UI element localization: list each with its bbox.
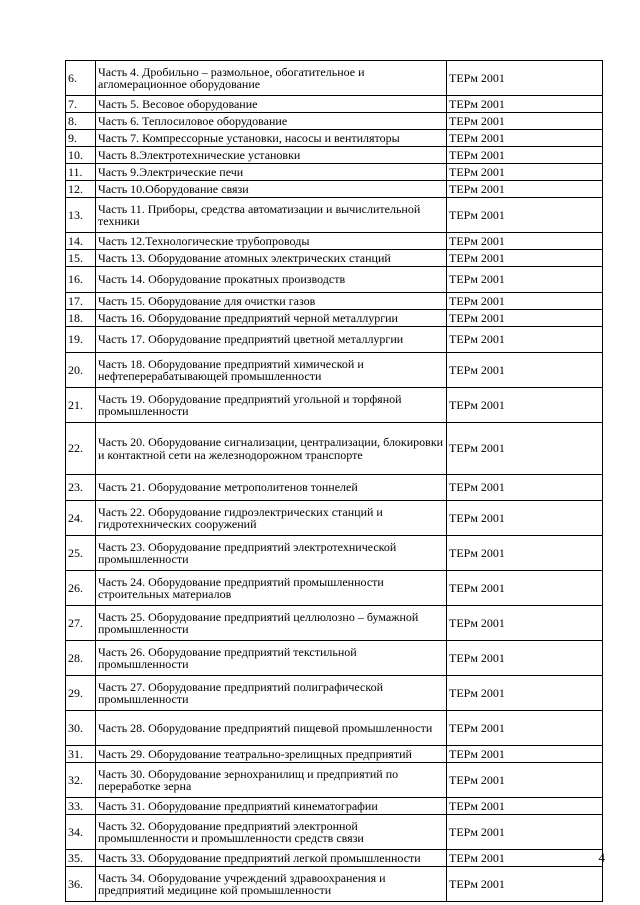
row-title: Часть 8.Электротехнические установки [96, 147, 447, 164]
table-row [66, 423, 603, 475]
row-number: 9. [66, 130, 96, 147]
row-code: ТЕРм 2001 [447, 61, 603, 96]
row-code: ТЕРм 2001 [447, 130, 603, 147]
row-number: 31. [66, 746, 96, 763]
row-code: ТЕРм 2001 [447, 147, 603, 164]
row-code: ТЕРм 2001 [447, 96, 603, 113]
row-number: 16. [66, 267, 96, 293]
table-row [66, 571, 603, 606]
row-code: ТЕРм 2001 [447, 746, 603, 763]
table-row [66, 61, 603, 96]
row-code: ТЕРм 2001 [447, 571, 603, 606]
row-code: ТЕРм 2001 [447, 164, 603, 181]
row-number: 6. [66, 61, 96, 96]
row-title: Часть 30. Оборудование зернохранилищ и предприятий по переработке зерна [96, 763, 447, 798]
row-number: 20. [66, 353, 96, 388]
row-title: Часть 27. Оборудование предприятий полиграфической промышленности [96, 676, 447, 711]
row-title: Часть 29. Оборудование театрально-зрелищных предприятий [96, 746, 447, 763]
row-title: Часть 33. Оборудование предприятий легкой промышленности [96, 850, 447, 867]
row-number: 36. [66, 867, 96, 902]
row-number: 25. [66, 536, 96, 571]
table-row [66, 676, 603, 711]
row-title: Часть 7. Компрессорные установки, насосы и вентиляторы [96, 130, 447, 147]
row-number: 11. [66, 164, 96, 181]
row-title: Часть 6. Теплосиловое оборудование [96, 113, 447, 130]
row-code: ТЕРм 2001 [447, 250, 603, 267]
row-number: 19. [66, 327, 96, 353]
table-row [66, 113, 603, 130]
table-row [66, 867, 603, 902]
table-row [66, 327, 603, 353]
table-row [66, 250, 603, 267]
row-code: ТЕРм 2001 [447, 310, 603, 327]
row-title: Часть 12.Технологические трубопроводы [96, 233, 447, 250]
table-row [66, 763, 603, 798]
row-title: Часть 13. Оборудование атомных электрических станций [96, 250, 447, 267]
row-title: Часть 4. Дробильно – размольное, обогатительное и агломерационное оборудование [96, 61, 447, 96]
table-row [66, 233, 603, 250]
row-number: 8. [66, 113, 96, 130]
row-title: Часть 5. Весовое оборудование [96, 96, 447, 113]
row-code: ТЕРм 2001 [447, 327, 603, 353]
row-number: 14. [66, 233, 96, 250]
row-code: ТЕРм 2001 [447, 606, 603, 641]
row-number: 15. [66, 250, 96, 267]
row-number: 27. [66, 606, 96, 641]
row-title: Часть 23. Оборудование предприятий электротехнической промышленности [96, 536, 447, 571]
row-title: Часть 26. Оборудование предприятий текстильной промышленности [96, 641, 447, 676]
row-title: Часть 19. Оборудование предприятий угольной и торфяной промышленности [96, 388, 447, 423]
row-title: Часть 18. Оборудование предприятий химической и нефтеперерабатывающей промышленности [96, 353, 447, 388]
table-row [66, 501, 603, 536]
row-number: 23. [66, 475, 96, 501]
table-row [66, 147, 603, 164]
row-title: Часть 28. Оборудование предприятий пищевой промышленности [96, 711, 447, 746]
row-code: ТЕРм 2001 [447, 501, 603, 536]
row-code: ТЕРм 2001 [447, 388, 603, 423]
row-number: 29. [66, 676, 96, 711]
row-code: ТЕРм 2001 [447, 798, 603, 815]
table-row [66, 641, 603, 676]
row-title: Часть 32. Оборудование предприятий электронной промышленности и промышленности средств связи [96, 815, 447, 850]
row-number: 35. [66, 850, 96, 867]
row-code: ТЕРм 2001 [447, 711, 603, 746]
row-title: Часть 14. Оборудование прокатных производств [96, 267, 447, 293]
row-code: ТЕРм 2001 [447, 267, 603, 293]
table-body [66, 61, 603, 902]
row-code: ТЕРм 2001 [447, 763, 603, 798]
row-number: 32. [66, 763, 96, 798]
row-number: 28. [66, 641, 96, 676]
row-code: ТЕРм 2001 [447, 815, 603, 850]
table-row [66, 130, 603, 147]
row-number: 26. [66, 571, 96, 606]
row-code: ТЕРм 2001 [447, 353, 603, 388]
row-title: Часть 20. Оборудование сигнализации, централизации, блокировки и контактной сети на железнодорожном транспорте [96, 423, 447, 475]
row-code: ТЕРм 2001 [447, 850, 603, 867]
table-row [66, 798, 603, 815]
page-number: 4 [598, 850, 605, 865]
row-number: 34. [66, 815, 96, 850]
table-row [66, 850, 603, 867]
row-number: 33. [66, 798, 96, 815]
row-title: Часть 25. Оборудование предприятий целлюлозно – бумажной промышленности [96, 606, 447, 641]
table-row [66, 353, 603, 388]
row-title: Часть 17. Оборудование предприятий цветной металлургии [96, 327, 447, 353]
table-row [66, 96, 603, 113]
row-title: Часть 34. Оборудование учреждений здравоохранения и предприятий медицине кой промышленности [96, 867, 447, 902]
row-number: 18. [66, 310, 96, 327]
table-row [66, 164, 603, 181]
row-code: ТЕРм 2001 [447, 198, 603, 233]
row-code: ТЕРм 2001 [447, 475, 603, 501]
row-number: 7. [66, 96, 96, 113]
row-title: Часть 31. Оборудование предприятий кинематографии [96, 798, 447, 815]
row-code: ТЕРм 2001 [447, 113, 603, 130]
row-title: Часть 11. Приборы, средства автоматизации и вычислительной техники [96, 198, 447, 233]
row-title: Часть 10.Оборудование связи [96, 181, 447, 198]
table-row [66, 606, 603, 641]
table-row [66, 475, 603, 501]
row-number: 13. [66, 198, 96, 233]
row-number: 21. [66, 388, 96, 423]
table-row [66, 388, 603, 423]
table-row [66, 310, 603, 327]
table-row [66, 815, 603, 850]
table-row [66, 267, 603, 293]
row-code: ТЕРм 2001 [447, 867, 603, 902]
table-row [66, 746, 603, 763]
table-row [66, 536, 603, 571]
row-code: ТЕРм 2001 [447, 536, 603, 571]
row-code: ТЕРм 2001 [447, 181, 603, 198]
row-title: Часть 22. Оборудование гидроэлектрических станций и гидротехнических сооружений [96, 501, 447, 536]
table-row [66, 181, 603, 198]
row-code: ТЕРм 2001 [447, 233, 603, 250]
row-title: Часть 21. Оборудование метрополитенов тоннелей [96, 475, 447, 501]
row-title: Часть 15. Оборудование для очистки газов [96, 293, 447, 310]
row-number: 22. [66, 423, 96, 475]
row-number: 10. [66, 147, 96, 164]
row-number: 12. [66, 181, 96, 198]
row-code: ТЕРм 2001 [447, 423, 603, 475]
row-title: Часть 24. Оборудование предприятий промышленности строительных материалов [96, 571, 447, 606]
row-number: 24. [66, 501, 96, 536]
row-code: ТЕРм 2001 [447, 641, 603, 676]
table-row [66, 711, 603, 746]
row-number: 17. [66, 293, 96, 310]
row-title: Часть 16. Оборудование предприятий черной металлургии [96, 310, 447, 327]
row-code: ТЕРм 2001 [447, 293, 603, 310]
row-code: ТЕРм 2001 [447, 676, 603, 711]
table-row [66, 198, 603, 233]
row-number: 30. [66, 711, 96, 746]
table-row [66, 293, 603, 310]
row-title: Часть 9.Электрические печи [96, 164, 447, 181]
equipment-parts-table [65, 60, 603, 902]
